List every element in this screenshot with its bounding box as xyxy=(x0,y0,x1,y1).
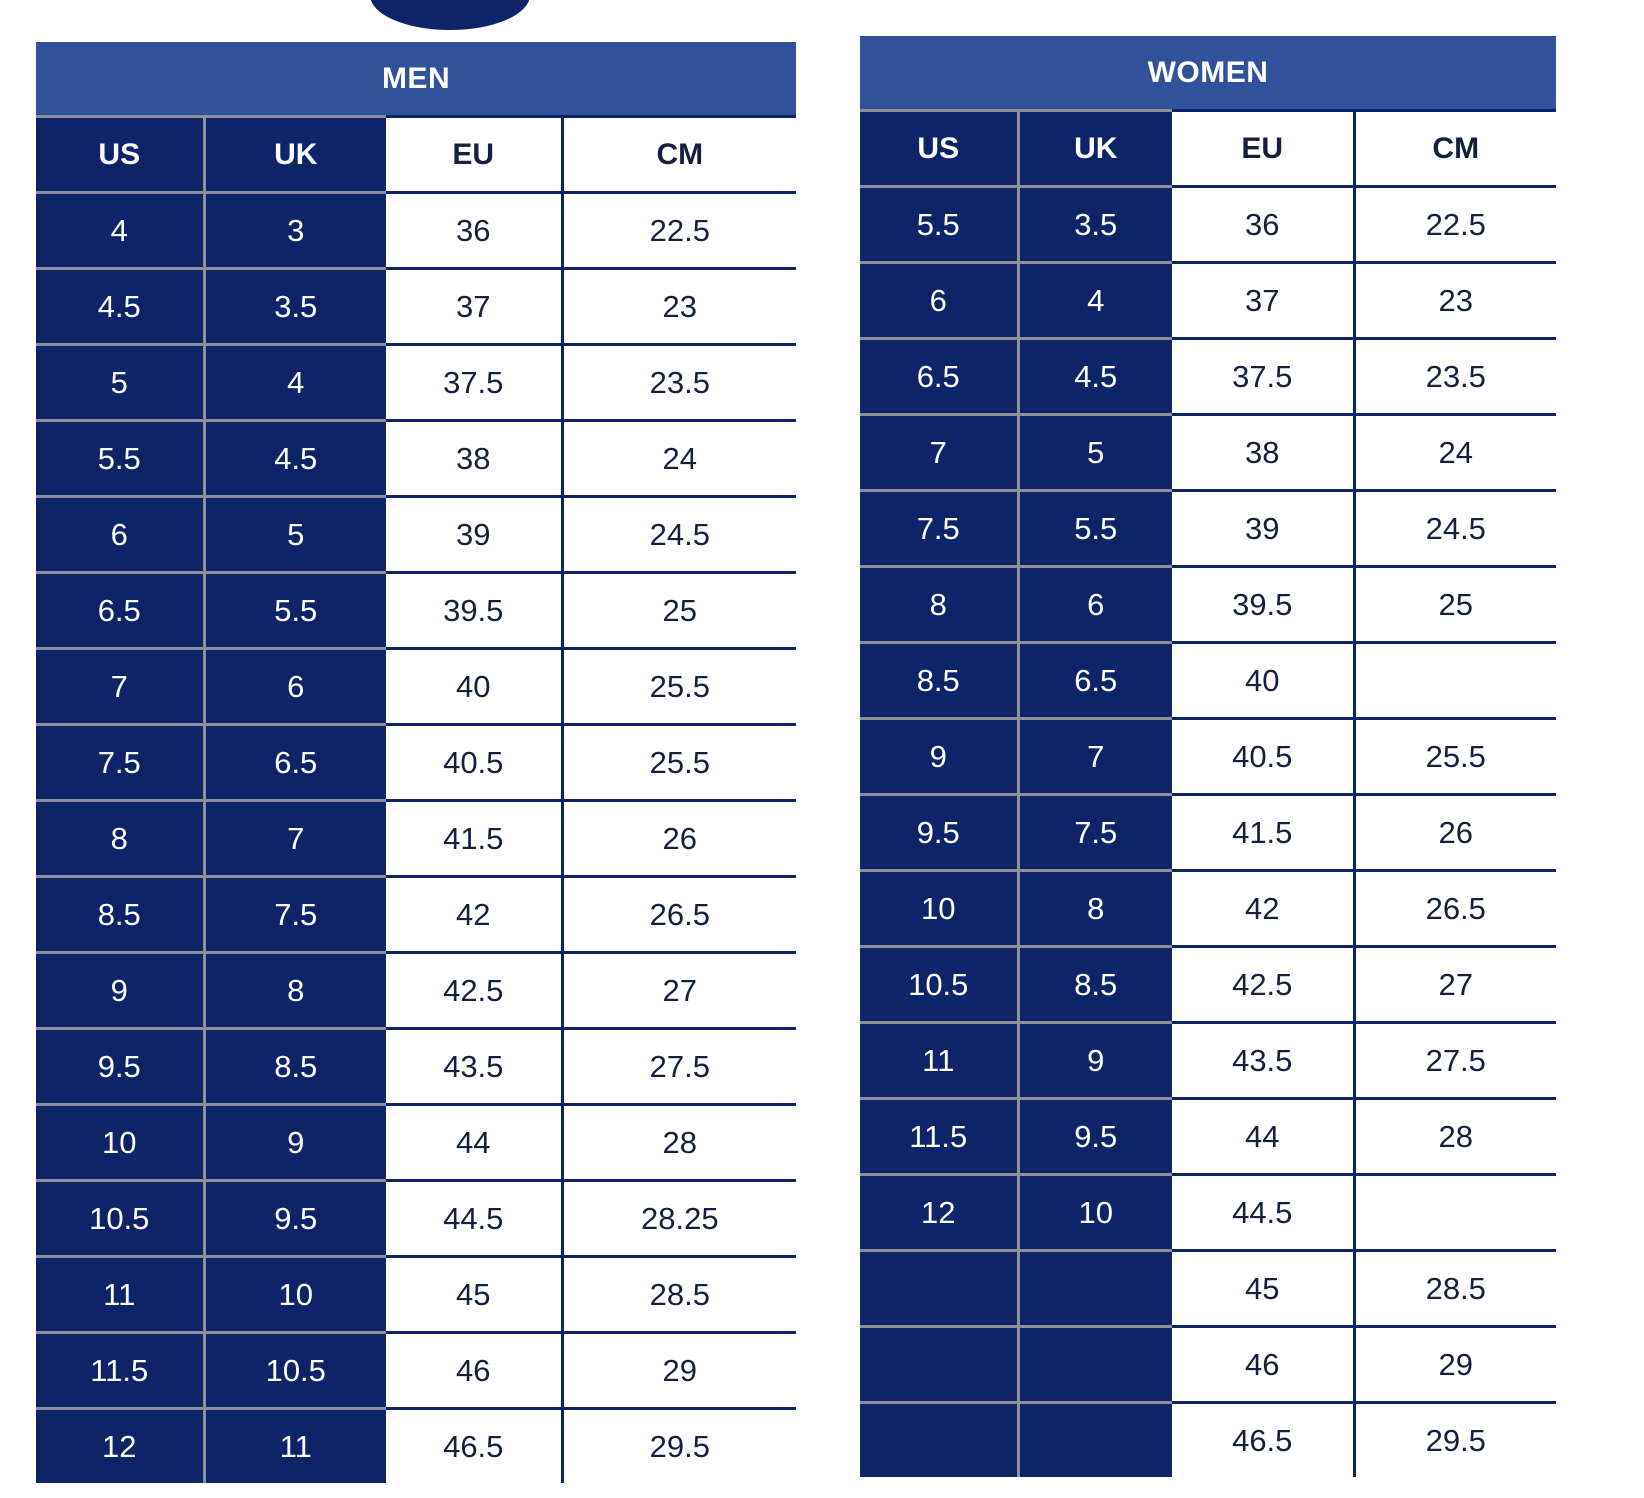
women-cell-cm: 25 xyxy=(1354,567,1556,643)
men-cell-eu: 39 xyxy=(386,497,562,573)
men-size-table xyxy=(36,42,796,1483)
women-cell-cm: 26.5 xyxy=(1354,871,1556,947)
women-cell-cm: 29 xyxy=(1354,1327,1556,1403)
men-cell-uk: 8.5 xyxy=(204,1029,386,1105)
women-header-us: US xyxy=(860,111,1018,187)
men-cell-eu: 43.5 xyxy=(386,1029,562,1105)
women-cell-eu: 38 xyxy=(1172,415,1354,491)
women-cell-us: 12 xyxy=(860,1175,1018,1251)
men-cell-uk: 9 xyxy=(204,1105,386,1181)
women-cell-us: 9 xyxy=(860,719,1018,795)
men-header-us: US xyxy=(36,117,204,193)
table-row xyxy=(860,1327,1556,1403)
women-size-table xyxy=(860,36,1556,1477)
table-row xyxy=(860,795,1556,871)
women-cell-eu: 44 xyxy=(1172,1099,1354,1175)
women-cell-uk: 6.5 xyxy=(1018,643,1172,719)
brand-logo-fragment xyxy=(370,0,530,30)
men-cell-uk: 3.5 xyxy=(204,269,386,345)
men-cell-us: 8 xyxy=(36,801,204,877)
men-cell-cm: 23 xyxy=(562,269,796,345)
women-cell-cm: 23.5 xyxy=(1354,339,1556,415)
men-cell-eu: 44.5 xyxy=(386,1181,562,1257)
women-cell-eu: 42.5 xyxy=(1172,947,1354,1023)
women-cell-us xyxy=(860,1403,1018,1478)
men-cell-uk: 7.5 xyxy=(204,877,386,953)
men-cell-uk: 10.5 xyxy=(204,1333,386,1409)
men-cell-cm: 24.5 xyxy=(562,497,796,573)
women-cell-uk: 8.5 xyxy=(1018,947,1172,1023)
women-cell-us: 9.5 xyxy=(860,795,1018,871)
men-cell-us: 5.5 xyxy=(36,421,204,497)
women-cell-cm xyxy=(1354,643,1556,719)
women-cell-cm xyxy=(1354,1175,1556,1251)
men-cell-eu: 36 xyxy=(386,193,562,269)
table-row xyxy=(860,415,1556,491)
table-row xyxy=(860,187,1556,263)
women-cell-uk: 5 xyxy=(1018,415,1172,491)
women-cell-us: 10 xyxy=(860,871,1018,947)
table-row xyxy=(36,725,796,801)
table-row xyxy=(36,421,796,497)
women-cell-cm: 27 xyxy=(1354,947,1556,1023)
men-cell-cm: 29 xyxy=(562,1333,796,1409)
men-cell-us: 4.5 xyxy=(36,269,204,345)
women-cell-eu: 36 xyxy=(1172,187,1354,263)
table-row xyxy=(860,567,1556,643)
men-cell-uk: 5 xyxy=(204,497,386,573)
men-cell-us: 7.5 xyxy=(36,725,204,801)
women-cell-uk: 10 xyxy=(1018,1175,1172,1251)
women-cell-us: 6.5 xyxy=(860,339,1018,415)
women-cell-uk: 7 xyxy=(1018,719,1172,795)
men-cell-eu: 42 xyxy=(386,877,562,953)
women-cell-uk xyxy=(1018,1403,1172,1478)
men-cell-eu: 42.5 xyxy=(386,953,562,1029)
women-cell-eu: 41.5 xyxy=(1172,795,1354,871)
men-cell-uk: 5.5 xyxy=(204,573,386,649)
women-cell-uk: 9 xyxy=(1018,1023,1172,1099)
men-cell-uk: 6.5 xyxy=(204,725,386,801)
women-cell-cm: 24.5 xyxy=(1354,491,1556,567)
women-cell-eu: 37 xyxy=(1172,263,1354,339)
men-header-eu: EU xyxy=(386,117,562,193)
women-cell-cm: 28.5 xyxy=(1354,1251,1556,1327)
women-cell-cm: 26 xyxy=(1354,795,1556,871)
men-cell-cm: 27 xyxy=(562,953,796,1029)
table-row xyxy=(860,1023,1556,1099)
women-header-uk: UK xyxy=(1018,111,1172,187)
women-cell-cm: 22.5 xyxy=(1354,187,1556,263)
women-cell-cm: 27.5 xyxy=(1354,1023,1556,1099)
table-row xyxy=(36,877,796,953)
women-cell-uk: 3.5 xyxy=(1018,187,1172,263)
men-cell-us: 7 xyxy=(36,649,204,725)
women-cell-cm: 24 xyxy=(1354,415,1556,491)
table-row xyxy=(860,1403,1556,1478)
men-cell-uk: 4.5 xyxy=(204,421,386,497)
women-cell-eu: 40 xyxy=(1172,643,1354,719)
men-cell-cm: 25.5 xyxy=(562,725,796,801)
men-cell-eu: 40.5 xyxy=(386,725,562,801)
table-row xyxy=(860,263,1556,339)
men-cell-eu: 41.5 xyxy=(386,801,562,877)
table-row xyxy=(36,649,796,725)
men-cell-us: 6.5 xyxy=(36,573,204,649)
women-cell-us: 5.5 xyxy=(860,187,1018,263)
men-cell-eu: 46.5 xyxy=(386,1409,562,1484)
men-cell-eu: 46 xyxy=(386,1333,562,1409)
table-row xyxy=(36,497,796,573)
men-cell-cm: 26 xyxy=(562,801,796,877)
women-cell-eu: 39 xyxy=(1172,491,1354,567)
women-cell-us: 11.5 xyxy=(860,1099,1018,1175)
women-cell-us xyxy=(860,1327,1018,1403)
table-row xyxy=(36,1181,796,1257)
table-row xyxy=(36,953,796,1029)
men-cell-cm: 26.5 xyxy=(562,877,796,953)
table-row xyxy=(860,1099,1556,1175)
women-table-title: WOMEN xyxy=(860,36,1556,111)
men-cell-eu: 40 xyxy=(386,649,562,725)
men-table-body xyxy=(36,193,796,1484)
men-cell-cm: 23.5 xyxy=(562,345,796,421)
table-row xyxy=(36,801,796,877)
men-cell-cm: 25.5 xyxy=(562,649,796,725)
women-cell-uk xyxy=(1018,1327,1172,1403)
men-cell-eu: 38 xyxy=(386,421,562,497)
table-row xyxy=(860,491,1556,567)
women-header-eu: EU xyxy=(1172,111,1354,187)
men-table-title: MEN xyxy=(36,42,796,117)
table-row xyxy=(860,719,1556,795)
women-cell-eu: 45 xyxy=(1172,1251,1354,1327)
men-cell-us: 10 xyxy=(36,1105,204,1181)
men-cell-uk: 10 xyxy=(204,1257,386,1333)
women-cell-eu: 44.5 xyxy=(1172,1175,1354,1251)
table-row xyxy=(36,269,796,345)
women-cell-eu: 46.5 xyxy=(1172,1403,1354,1478)
women-cell-uk: 8 xyxy=(1018,871,1172,947)
women-cell-uk: 6 xyxy=(1018,567,1172,643)
table-row xyxy=(36,1333,796,1409)
table-row xyxy=(860,1251,1556,1327)
men-cell-us: 12 xyxy=(36,1409,204,1484)
men-cell-uk: 6 xyxy=(204,649,386,725)
table-row xyxy=(860,1175,1556,1251)
women-cell-us: 8 xyxy=(860,567,1018,643)
men-cell-cm: 25 xyxy=(562,573,796,649)
women-cell-eu: 43.5 xyxy=(1172,1023,1354,1099)
men-cell-uk: 11 xyxy=(204,1409,386,1484)
men-cell-uk: 9.5 xyxy=(204,1181,386,1257)
men-cell-cm: 28.25 xyxy=(562,1181,796,1257)
men-cell-cm: 28.5 xyxy=(562,1257,796,1333)
men-cell-us: 11.5 xyxy=(36,1333,204,1409)
men-cell-us: 10.5 xyxy=(36,1181,204,1257)
men-cell-eu: 37 xyxy=(386,269,562,345)
women-cell-eu: 37.5 xyxy=(1172,339,1354,415)
table-row xyxy=(860,871,1556,947)
table-row xyxy=(860,643,1556,719)
men-cell-cm: 24 xyxy=(562,421,796,497)
women-cell-uk: 5.5 xyxy=(1018,491,1172,567)
men-cell-us: 6 xyxy=(36,497,204,573)
table-row xyxy=(36,1257,796,1333)
women-cell-cm: 23 xyxy=(1354,263,1556,339)
women-cell-uk xyxy=(1018,1251,1172,1327)
women-cell-cm: 28 xyxy=(1354,1099,1556,1175)
women-cell-us: 6 xyxy=(860,263,1018,339)
women-cell-eu: 42 xyxy=(1172,871,1354,947)
women-cell-cm: 25.5 xyxy=(1354,719,1556,795)
women-cell-uk: 4 xyxy=(1018,263,1172,339)
men-header-uk: UK xyxy=(204,117,386,193)
men-header-cm: CM xyxy=(562,117,796,193)
table-row xyxy=(36,345,796,421)
men-cell-uk: 8 xyxy=(204,953,386,1029)
table-row xyxy=(860,947,1556,1023)
women-cell-eu: 39.5 xyxy=(1172,567,1354,643)
women-cell-cm: 29.5 xyxy=(1354,1403,1556,1478)
men-cell-us: 4 xyxy=(36,193,204,269)
women-cell-us: 7.5 xyxy=(860,491,1018,567)
women-cell-us xyxy=(860,1251,1018,1327)
men-cell-uk: 4 xyxy=(204,345,386,421)
men-cell-us: 9 xyxy=(36,953,204,1029)
women-cell-us: 7 xyxy=(860,415,1018,491)
men-cell-cm: 28 xyxy=(562,1105,796,1181)
men-cell-us: 11 xyxy=(36,1257,204,1333)
men-cell-uk: 7 xyxy=(204,801,386,877)
men-cell-eu: 39.5 xyxy=(386,573,562,649)
women-cell-us: 10.5 xyxy=(860,947,1018,1023)
table-row xyxy=(36,1409,796,1484)
women-table-body xyxy=(860,187,1556,1478)
men-cell-us: 9.5 xyxy=(36,1029,204,1105)
women-cell-eu: 46 xyxy=(1172,1327,1354,1403)
men-cell-uk: 3 xyxy=(204,193,386,269)
men-cell-eu: 45 xyxy=(386,1257,562,1333)
women-header-cm: CM xyxy=(1354,111,1556,187)
women-cell-uk: 7.5 xyxy=(1018,795,1172,871)
men-cell-eu: 44 xyxy=(386,1105,562,1181)
table-row xyxy=(860,339,1556,415)
men-cell-us: 5 xyxy=(36,345,204,421)
women-cell-us: 11 xyxy=(860,1023,1018,1099)
men-cell-cm: 29.5 xyxy=(562,1409,796,1484)
women-cell-uk: 9.5 xyxy=(1018,1099,1172,1175)
table-row xyxy=(36,193,796,269)
table-row xyxy=(36,1105,796,1181)
table-row xyxy=(36,573,796,649)
men-cell-cm: 22.5 xyxy=(562,193,796,269)
men-cell-cm: 27.5 xyxy=(562,1029,796,1105)
men-cell-eu: 37.5 xyxy=(386,345,562,421)
women-cell-uk: 4.5 xyxy=(1018,339,1172,415)
women-cell-us: 8.5 xyxy=(860,643,1018,719)
men-cell-us: 8.5 xyxy=(36,877,204,953)
table-row xyxy=(36,1029,796,1105)
women-cell-eu: 40.5 xyxy=(1172,719,1354,795)
